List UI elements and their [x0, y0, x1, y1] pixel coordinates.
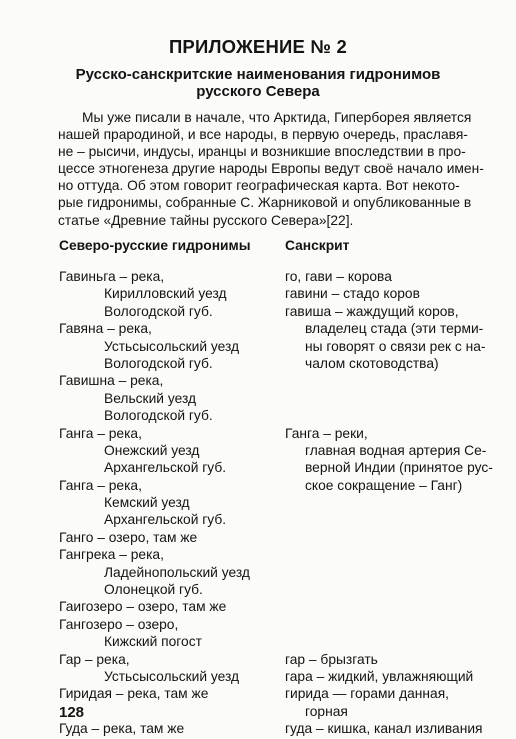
hydronym-entry: Ганго – озеро, там же	[59, 529, 198, 545]
right-column-header: Санскрит	[285, 238, 350, 253]
subtitle-line: Русско-санскритские наименования гидронимов	[75, 66, 441, 83]
sanskrit-entry: Ганга – реки,	[285, 425, 368, 441]
hydronym-district: Кижский погост	[104, 634, 202, 650]
sanskrit-note: владелец стада (эти терми-	[305, 321, 484, 337]
spacer	[285, 581, 493, 598]
sanskrit-entry: гар – брызгать	[285, 651, 378, 667]
intro-line: но оттуда. Об этом говорит географическая карта. Вот некото-	[58, 178, 460, 194]
hydronym-entry: Гуда – река, там же	[59, 721, 185, 737]
hydronym-province: Вологодской губ.	[104, 303, 213, 319]
hydronym-province: Архангельской губ.	[104, 460, 227, 476]
intro-line: Мы уже писали в начале, что Арктида, Гиперборея является	[82, 110, 472, 125]
hydronym-district: Онежский уезд	[104, 442, 200, 458]
subtitle-line: русского Севера	[196, 83, 320, 100]
hydronym-entry: Гавиньга – река,	[59, 269, 165, 284]
hydronym-entry: Гангрека – река,	[59, 547, 164, 563]
hydronym-province: Вологодской губ.	[104, 355, 213, 371]
spacer	[285, 494, 493, 511]
hydronym-district: Кемский уезд	[104, 495, 190, 511]
hydronym-province: Вологодской губ.	[104, 408, 213, 424]
spacer	[285, 511, 493, 528]
page-number: 128	[59, 704, 85, 721]
sanskrit-list	[285, 268, 493, 738]
hydronym-entry: Ганга – река,	[59, 477, 142, 493]
sanskrit-note: ны говорят о связи рек с на-	[305, 338, 486, 354]
hydronym-district: Устьсысольский уезд	[104, 338, 240, 354]
spacer	[285, 372, 493, 389]
hydronym-entry: Гиридая – река, там же	[59, 686, 209, 702]
intro-line: цессе этногенеза другие народы Европы ведут своё начало имен-	[58, 161, 484, 177]
sanskrit-entry: гавини – стадо коров	[285, 286, 420, 302]
hydronym-district: Устьсысольский уезд	[104, 668, 240, 684]
hydronym-entry: Гавяна – река,	[59, 321, 152, 337]
hydronym-entry: Гар – река,	[59, 651, 130, 667]
hydronym-district: Ладейнопольский уезд	[104, 564, 250, 580]
hydronym-province: Архангельской губ.	[104, 512, 227, 528]
sanskrit-entry: го, гави – корова	[285, 269, 392, 284]
spacer	[285, 598, 493, 615]
hydronym-district: Кирилловский уезд	[104, 286, 227, 302]
left-column-header: Северо-русские гидронимы	[59, 238, 251, 253]
spacer	[285, 633, 493, 650]
hydronym-province: Олонецкой губ.	[104, 582, 203, 598]
hydronym-entry: Гаигозеро – озеро, там же	[59, 599, 227, 615]
sanskrit-note: верной Индии (принятое рус-	[305, 460, 493, 476]
sanskrit-note: главная водная артерия Се-	[305, 442, 487, 458]
spacer	[285, 564, 493, 581]
sanskrit-entry: гара – жидкий, увлажняющий	[285, 668, 474, 684]
intro-line: нашей прародиной, и все народы, в первую очередь, праславя-	[58, 127, 468, 143]
hydronym-entry: Гавишна – река,	[59, 373, 164, 389]
intro-paragraph	[58, 109, 483, 229]
sanskrit-note: чалом скотоводства)	[305, 355, 439, 371]
spacer	[59, 703, 250, 720]
page-subtitle	[40, 66, 476, 100]
spacer	[285, 407, 493, 424]
intro-line: рые гидронимы, собранные С. Жарниковой и опубликованные в	[58, 195, 472, 211]
hydronym-list	[59, 268, 250, 738]
spacer	[285, 390, 493, 407]
spacer	[285, 529, 493, 546]
sanskrit-note: горная	[305, 703, 348, 719]
spacer	[285, 546, 493, 563]
sanskrit-note: ское сокращение – Ганг)	[305, 477, 463, 493]
page-title: ПРИЛОЖЕНИЕ № 2	[168, 36, 348, 57]
hydronym-entry: Ганга – река,	[59, 425, 142, 441]
sanskrit-entry: гирида — горами данная,	[285, 686, 450, 702]
hydronym-district: Вельский уезд	[104, 390, 197, 406]
spacer	[285, 616, 493, 633]
sanskrit-entry: гуда – кишка, канал изливания	[285, 721, 483, 737]
intro-line: статье «Древние тайны русского Севера»[22].	[58, 212, 354, 228]
intro-line: не – рысичи, индусы, иранцы и возникшие впоследствии в про-	[58, 144, 466, 160]
hydronym-entry: Гангозеро – озеро,	[59, 616, 179, 632]
sanskrit-entry: гавиша – жаждущий коров,	[285, 303, 459, 319]
